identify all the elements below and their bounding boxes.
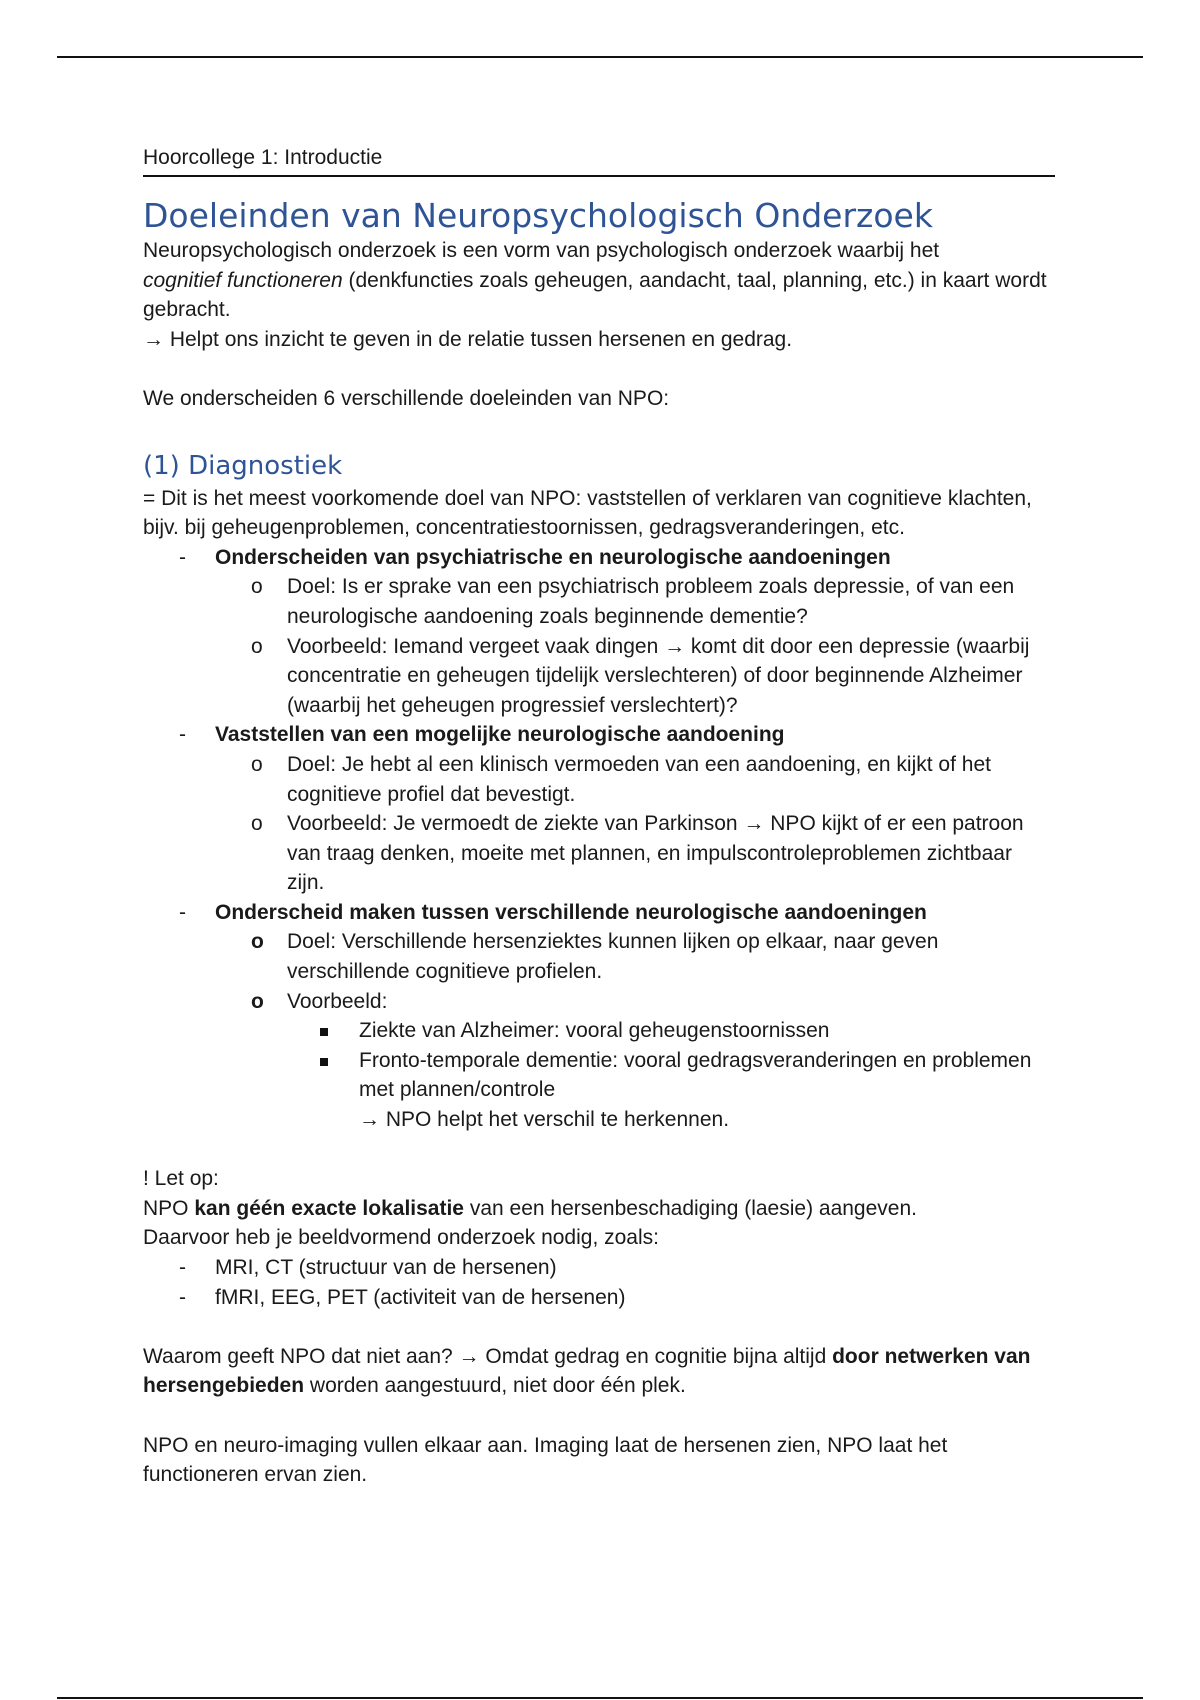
dash-marker: -	[179, 1256, 186, 1279]
sub-list-item: o Voorbeeld: Je vermoedt de ziekte van Parkinson → NPO kijkt of er een patroon van traag denken, moeite met plannen, en impulscontroleproblemen zichtbaar zijn.	[215, 809, 1055, 898]
square-bullet-icon	[320, 1058, 328, 1066]
sub-list-item: o Doel: Is er sprake van een psychiatrisch probleem zoals depressie, of van een neurologische aandoening zoals beginnende dementie?	[215, 572, 1055, 631]
sub-list	[215, 927, 1055, 1134]
why-paragraph: Waarom geeft NPO dat niet aan? → Omdat gedrag en cognitie bijna altijd door netwerken van hersengebieden worden aangestuurd, niet door één plek.	[143, 1344, 1031, 1398]
section-heading-diagnostiek: (1) Diagnostiek	[143, 450, 343, 481]
why-emphasis: door netwerken van hersengebieden	[143, 1344, 1031, 1398]
dash-marker: -	[179, 1285, 186, 1309]
list-item	[143, 898, 1055, 1135]
circle-marker: o	[251, 752, 263, 776]
sub-list-item: o Doel: Je hebt al een klinisch vermoeden van een aandoening, en kijkt of het cognitieve profiel dat bevestigt.	[215, 750, 1055, 809]
sub-list-item: o Voorbeeld: Ziekte van Alzheimer: vooral geheugenstoornissen Fronto-temporale dementie: vooral gedragsveranderingen en problemen met plannen/controle → NPO helpt het verschil te herkennen.	[215, 987, 1055, 1135]
intro-italic-term: cognitief functioneren	[143, 268, 343, 292]
dash-marker: -	[179, 723, 186, 747]
list-item-title: Onderscheid maken tussen verschillende neurologische aandoeningen	[215, 900, 927, 924]
note-label: ! Let op:	[143, 1167, 219, 1191]
circle-marker: o	[251, 930, 264, 954]
circle-marker: o	[251, 634, 263, 658]
sub-list-item: o Voorbeeld: Iemand vergeet vaak dingen → komt dit door een depressie (waarbij concentratie en geheugen tijdelijk verslechteren) of door beginnende Alzheimer (waarbij het geheugen progressief verslechtert)?	[215, 632, 1055, 721]
circle-marker: o	[251, 989, 264, 1013]
dash-marker: -	[179, 900, 186, 924]
page-title: Doeleinden van Neuropsychologisch Onderzoek	[143, 196, 933, 235]
diagnostiek-list	[143, 543, 1055, 1135]
list-item	[143, 543, 1055, 721]
list-item	[143, 720, 1055, 898]
document-page	[143, 143, 1055, 1490]
square-bullet-icon	[320, 1028, 328, 1036]
closing-paragraph: NPO en neuro-imaging vullen elkaar aan. Imaging laat de hersenen zien, NPO laat het functioneren ervan zien.	[143, 1433, 948, 1487]
intro-arrow-line: → Helpt ons inzicht te geven in de relatie tussen hersenen en gedrag.	[143, 327, 793, 351]
header-divider	[143, 175, 1055, 177]
examples-arrow-line: → NPO helpt het verschil te herkennen.	[359, 1108, 730, 1132]
section-definition: = Dit is het meest voorkomende doel van NPO: vaststellen of verklaren van cognitieve klachten, bijv. bij geheugenproblemen, concentratiestoornissen, gedragsveranderingen, etc.	[143, 486, 1032, 540]
example-item: Ziekte van Alzheimer: vooral geheugenstoornissen	[287, 1016, 1055, 1046]
example-item: Fronto-temporale dementie: vooral gedragsveranderingen en problemen met plannen/controle → NPO helpt het verschil te herkennen.	[287, 1046, 1055, 1135]
circle-marker: o	[251, 575, 263, 599]
note-line-1: NPO kan géén exacte lokalisatie van een hersenbeschadiging (laesie) aangeven.	[143, 1196, 917, 1220]
list-item-title: Onderscheiden van psychiatrische en neurologische aandoeningen	[215, 545, 891, 569]
example-list	[287, 1016, 1055, 1134]
intro-text-start: Neuropsychologisch onderzoek is een vorm van psychologisch onderzoek waarbij het	[143, 239, 940, 262]
list-item: - fMRI, EEG, PET (activiteit van de hersenen)	[143, 1283, 1055, 1313]
note-line-2: Daarvoor heb je beeldvormend onderzoek nodig, zoals:	[143, 1226, 659, 1250]
list-item-title: Vaststellen van een mogelijke neurologische aandoening	[215, 723, 785, 747]
note-emphasis: kan géén exacte lokalisatie	[194, 1196, 464, 1220]
circle-marker: o	[251, 812, 263, 836]
sub-list	[215, 572, 1055, 720]
page-bottom-rule	[57, 1697, 1143, 1699]
imaging-list	[143, 1253, 1055, 1312]
sub-list-item: o Doel: Verschillende hersenziektes kunnen lijken op elkaar, naar geven verschillende cognitieve profielen.	[215, 927, 1055, 986]
page-top-rule	[57, 56, 1143, 58]
page-header-title: Hoorcollege 1: Introductie	[143, 146, 383, 169]
dash-marker: -	[179, 545, 186, 569]
intro-paragraph	[143, 236, 1055, 325]
goals-intro: We onderscheiden 6 verschillende doeleinden van NPO:	[143, 386, 670, 410]
sub-list	[215, 750, 1055, 898]
list-item: - MRI, CT (structuur van de hersenen)	[143, 1253, 1055, 1283]
intro-text-end: (denkfuncties zoals geheugen, aandacht, taal, planning, etc.) in kaart wordt gebracht.	[143, 268, 1047, 322]
